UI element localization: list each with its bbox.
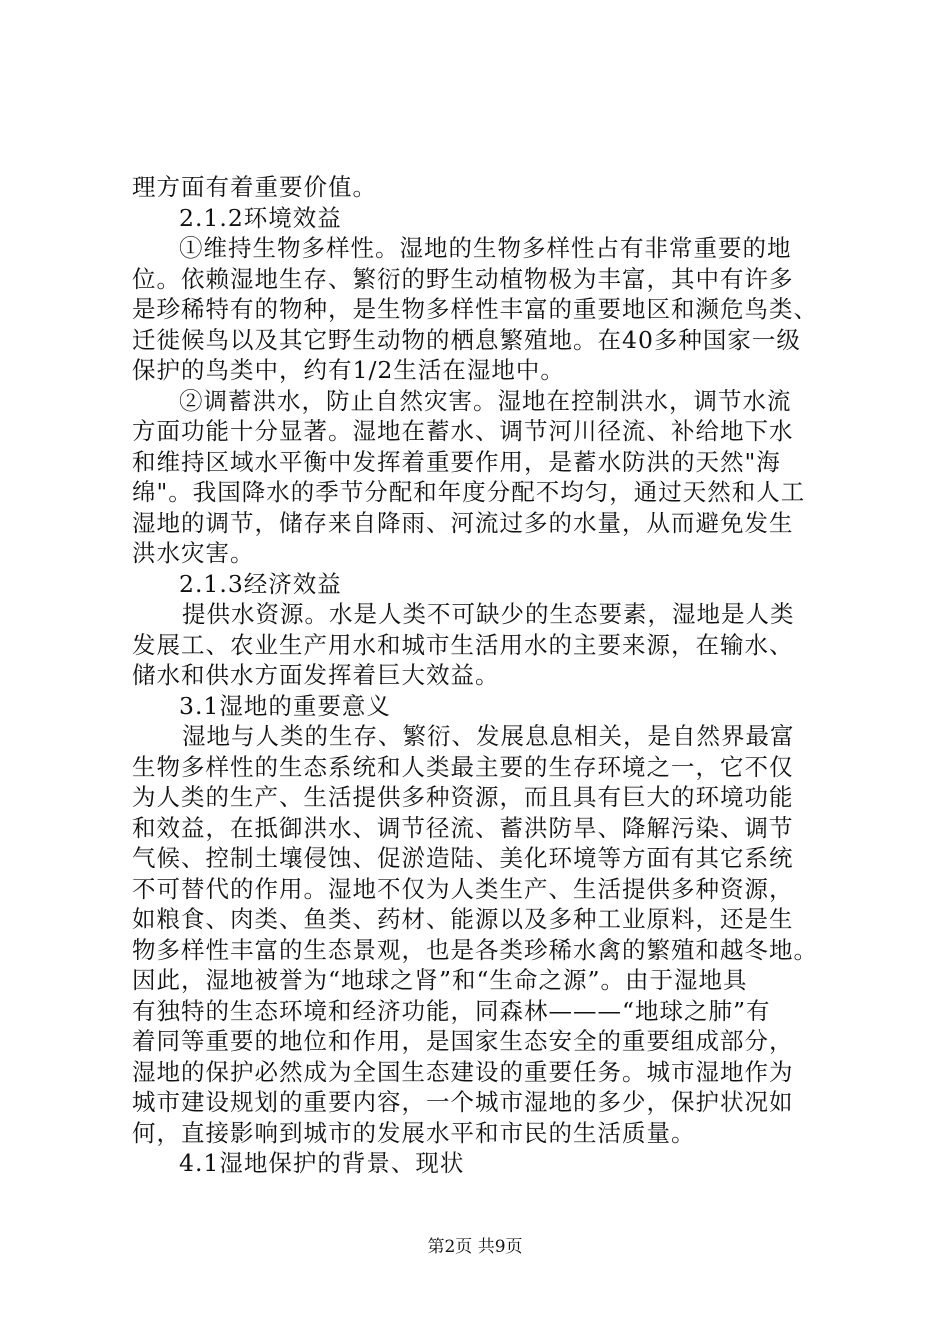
section-heading-2-1-3: 2.1.3经济效益: [179, 569, 342, 598]
text-line: 有独特的生态环境和经济功能，同森林———“地球之肺”有: [132, 996, 771, 1025]
section-heading-4-1: 4.1湿地保护的背景、现状: [179, 1149, 465, 1177]
text-line: 迁徙候鸟以及其它野生动物的栖息繁殖地。在40多种国家一级: [132, 325, 801, 354]
text-line: 提供水资源。水是人类不可缺少的生态要素，湿地是人类: [182, 600, 795, 628]
text-line: 方面功能十分显著。湿地在蓄水、调节河川径流、补给地下水: [132, 417, 794, 445]
document-body: [132, 172, 832, 1179]
text-line: 理方面有着重要价值。: [132, 173, 377, 201]
text-line: 气候、控制土壤侵蚀、促淤造陆、美化环境等方面有其它系统: [132, 844, 794, 872]
text-line: 物多样性丰富的生态景观，也是各类珍稀水禽的繁殖和越冬地。: [132, 935, 818, 964]
text-line: 湿地的调节，储存来自降雨、河流过多的水量，从而避免发生: [132, 508, 794, 537]
section-heading-3-1: 3.1湿地的重要意义: [179, 691, 391, 720]
text-line: 是珍稀特有的物种，是生物多样性丰富的重要地区和濒危鸟类、: [132, 295, 818, 323]
text-line: 因此，湿地被誉为“地球之肾”和“生命之源”。由于湿地具: [132, 966, 748, 994]
text-line: 湿地的保护必然成为全国生态建设的重要任务。城市湿地作为: [132, 1057, 794, 1086]
text-line: 和效益，在抵御洪水、调节径流、蓄洪防旱、降解污染、调节: [132, 813, 794, 842]
text-line: 储水和供水方面发挥着巨大效益。: [132, 661, 500, 689]
text-line: 和维持区域水平衡中发挥着重要作用，是蓄水防洪的天然"海: [132, 447, 781, 476]
text-line: 生物多样性的生态系统和人类最主要的生存环境之一，它不仅: [132, 752, 794, 781]
text-line: 湿地与人类的生存、繁衍、发展息息相关，是自然界最富: [182, 722, 795, 750]
section-heading-2-1-2: 2.1.2环境效益: [179, 203, 342, 232]
text-line: 洪水灾害。: [132, 539, 255, 567]
text-line: 何，直接影响到城市的发展水平和市民的生活质量。: [132, 1118, 696, 1147]
text-line: 位。依赖湿地生存、繁衍的野生动植物极为丰富，其中有许多: [132, 264, 794, 293]
text-line: 绵"。我国降水的季节分配和年度分配不均匀，通过天然和人工: [132, 478, 806, 506]
text-line: 如粮食、肉类、鱼类、药材、能源以及多种工业原料，还是生: [132, 905, 794, 933]
text-line: 保护的鸟类中，约有1/2生活在湿地中。: [132, 356, 565, 384]
text-line: ②调蓄洪水，防止自然灾害。湿地在控制洪水，调节水流: [179, 386, 792, 415]
page-footer: [0, 1236, 950, 1258]
text-line: 发展工、农业生产用水和城市生活用水的主要来源，在输水、: [132, 630, 794, 659]
text-line: 着同等重要的地位和作用，是国家生态安全的重要组成部分，: [132, 1027, 794, 1055]
text-line: 为人类的生产、生活提供多种资源，而且具有巨大的环境功能: [132, 783, 794, 811]
text-line: 不可替代的作用。湿地不仅为人类生产、生活提供多种资源，: [132, 874, 794, 903]
text-line: ①维持生物多样性。湿地的生物多样性占有非常重要的地: [179, 234, 792, 262]
page-number-label: 第2页 共9页: [427, 1237, 523, 1257]
text-line: 城市建设规划的重要内容，一个城市湿地的多少，保护状况如: [132, 1088, 794, 1116]
